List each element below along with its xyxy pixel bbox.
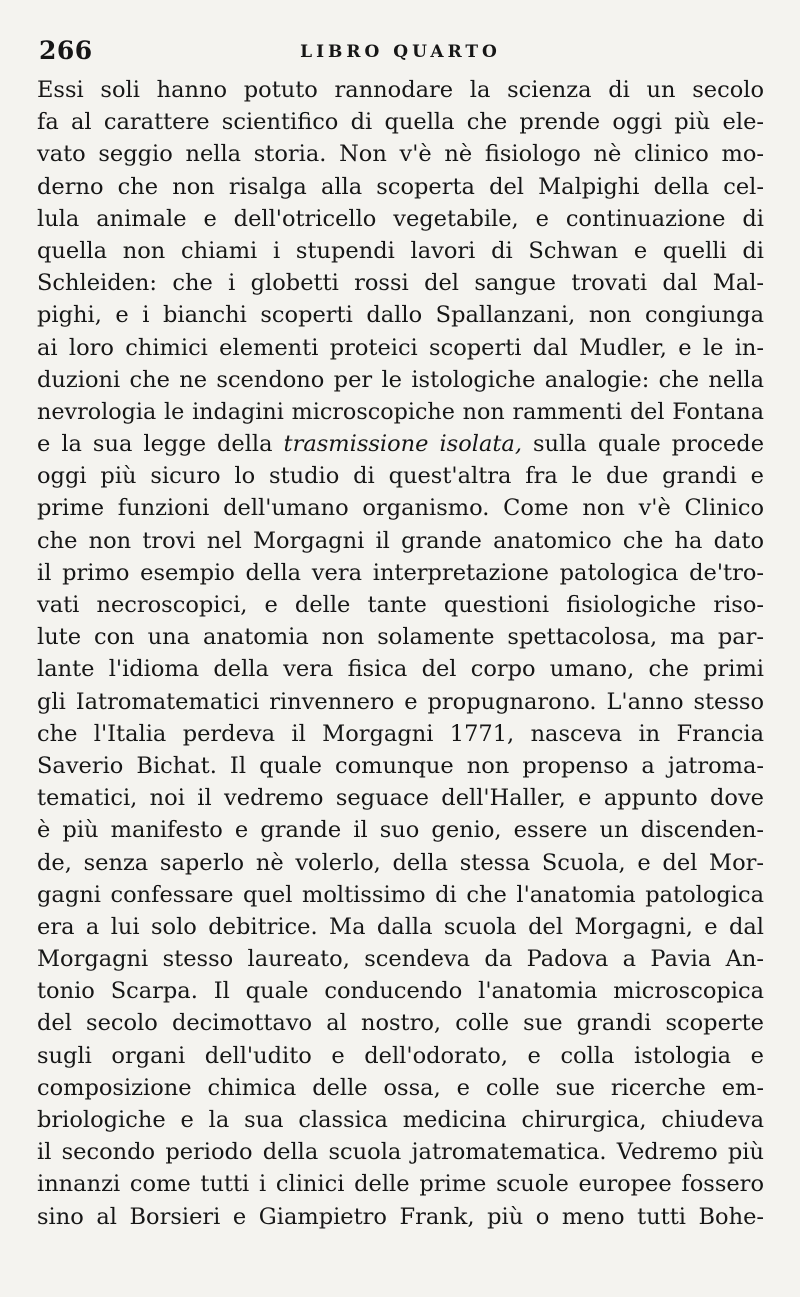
text-segment: vati necroscopici, e delle tante questioni fisiologiche riso- xyxy=(37,592,764,618)
text-segment: sulla quale procede xyxy=(522,431,765,458)
text-segment: Saverio Bichat. Il quale comunque non propenso a jatroma- xyxy=(37,752,764,779)
text-line xyxy=(37,171,764,203)
text-segment: duzioni che ne scendono per le istologiche analogie: che nella xyxy=(37,366,764,393)
text-segment: gagni confessare quel moltissimo di che l'anatomia patologica xyxy=(37,881,764,908)
text-line xyxy=(37,750,764,782)
text-line xyxy=(37,203,764,235)
text-segment: nevrologia le indagini microscopiche non rammenti del Fontana xyxy=(37,398,764,425)
text-segment: composizione chimica delle ossa, e colle sue ricerche em- xyxy=(37,1074,764,1101)
text-line xyxy=(37,1007,764,1039)
text-segment: Morgagni stesso laureato, scendeva da Padova a Pavia An- xyxy=(37,946,764,973)
text-line xyxy=(37,428,764,460)
text-segment: che non trovi nel Morgagni il grande anatomico che ha dato xyxy=(37,527,764,554)
text-line xyxy=(37,1072,764,1104)
text-segment: pighi, e i bianchi scoperti dallo Spallanzani, non congiunga xyxy=(37,302,764,329)
text-segment: lula animale e dell'otricello vegetabile, e continuazione di xyxy=(37,205,764,232)
page-number: 266 xyxy=(39,36,93,65)
text-line xyxy=(37,686,764,718)
text-segment: del secolo decimottavo al nostro, colle sue grandi scoperte xyxy=(37,1010,764,1037)
text-segment: tematici, noi il vedremo seguace dell'Haller, e appunto dove xyxy=(37,785,764,812)
text-line xyxy=(37,106,764,138)
text-line xyxy=(37,74,764,106)
text-segment: il secondo periodo della scuola jatromatematica. Vedremo più xyxy=(37,1139,764,1166)
text-segment: era a lui solo debitrice. Ma dalla scuola del Morgagni, e dal xyxy=(37,913,764,940)
text-line xyxy=(37,460,764,492)
text-line xyxy=(37,1168,764,1200)
text-segment: tonio Scarpa. Il quale conducendo l'anatomia microscopica xyxy=(37,978,764,1005)
text-segment: gli Iatromatematici rinvennero e propugnarono. L'anno stesso xyxy=(37,688,764,715)
text-line xyxy=(37,975,764,1007)
text-line xyxy=(37,943,764,975)
italic-phrase: trasmissione isolata, xyxy=(283,431,522,458)
text-segment: ai loro chimici elementi proteici scoperti dal Mudler, e le in- xyxy=(37,334,764,361)
text-segment: innanzi come tutti i clinici delle prime scuole europee fossero xyxy=(37,1171,764,1198)
text-line xyxy=(37,1201,764,1233)
text-segment: fa al carattere scientifico di quella che prende oggi più ele- xyxy=(37,109,764,136)
text-segment: sugli organi dell'udito e dell'odorato, e colla istologia e xyxy=(37,1042,764,1069)
text-line xyxy=(37,814,764,846)
text-line xyxy=(37,396,764,428)
text-line xyxy=(37,1136,764,1168)
text-line xyxy=(37,653,764,685)
text-line xyxy=(37,364,764,396)
text-segment: e la sua legge della xyxy=(37,431,284,458)
text-segment: briologiche e la sua classica medicina chirurgica, chiudeva xyxy=(37,1107,764,1133)
text-line xyxy=(37,847,764,879)
text-line xyxy=(37,589,764,621)
text-segment: lute con una anatomia non solamente spettacolosa, ma par- xyxy=(37,624,764,651)
text-line xyxy=(37,879,764,911)
text-line xyxy=(37,911,764,943)
text-segment: vato seggio nella storia. Non v'è nè fisiologo nè clinico mo- xyxy=(37,141,764,168)
body-text xyxy=(37,74,764,1233)
text-line xyxy=(37,1104,764,1136)
text-line xyxy=(37,332,764,364)
text-segment: oggi più sicuro lo studio di quest'altra fra le due grandi e xyxy=(37,463,764,490)
text-segment: prime funzioni dell'umano organismo. Come non v'è Clinico xyxy=(37,495,764,522)
text-segment: lante l'idioma della vera fisica del corpo umano, che primi xyxy=(37,656,764,683)
text-segment: quella non chiami i stupendi lavori di Schwan e quelli di xyxy=(37,237,764,264)
text-line xyxy=(37,267,764,299)
text-line xyxy=(37,557,764,589)
running-title: LIBRO QUARTO xyxy=(300,42,501,62)
text-line xyxy=(37,621,764,653)
text-line xyxy=(37,492,764,524)
text-line xyxy=(37,138,764,170)
text-segment: de, senza saperlo nè volerlo, della stessa Scuola, e del Mor- xyxy=(37,849,764,876)
text-segment: è più manifesto e grande il suo genio, essere un discenden- xyxy=(37,817,764,844)
text-segment: che l'Italia perdeva il Morgagni 1771, nasceva in Francia xyxy=(37,720,764,747)
text-segment: sino al Borsieri e Giampietro Frank, più o meno tutti Bohe- xyxy=(37,1203,764,1230)
text-line xyxy=(37,235,764,267)
text-segment: Schleiden: che i globetti rossi del sangue trovati dal Mal- xyxy=(37,270,764,297)
text-segment: il primo esempio della vera interpretazione patologica de'tro- xyxy=(37,559,764,586)
text-line xyxy=(37,1040,764,1072)
text-segment: derno che non risalga alla scoperta del Malpighi della cel- xyxy=(37,173,764,200)
text-line xyxy=(37,782,764,814)
running-head xyxy=(37,34,764,74)
text-line xyxy=(37,299,764,331)
text-line xyxy=(37,718,764,750)
text-line xyxy=(37,525,764,557)
text-segment: Essi soli hanno potuto rannodare la scienza di un secolo xyxy=(37,77,764,103)
